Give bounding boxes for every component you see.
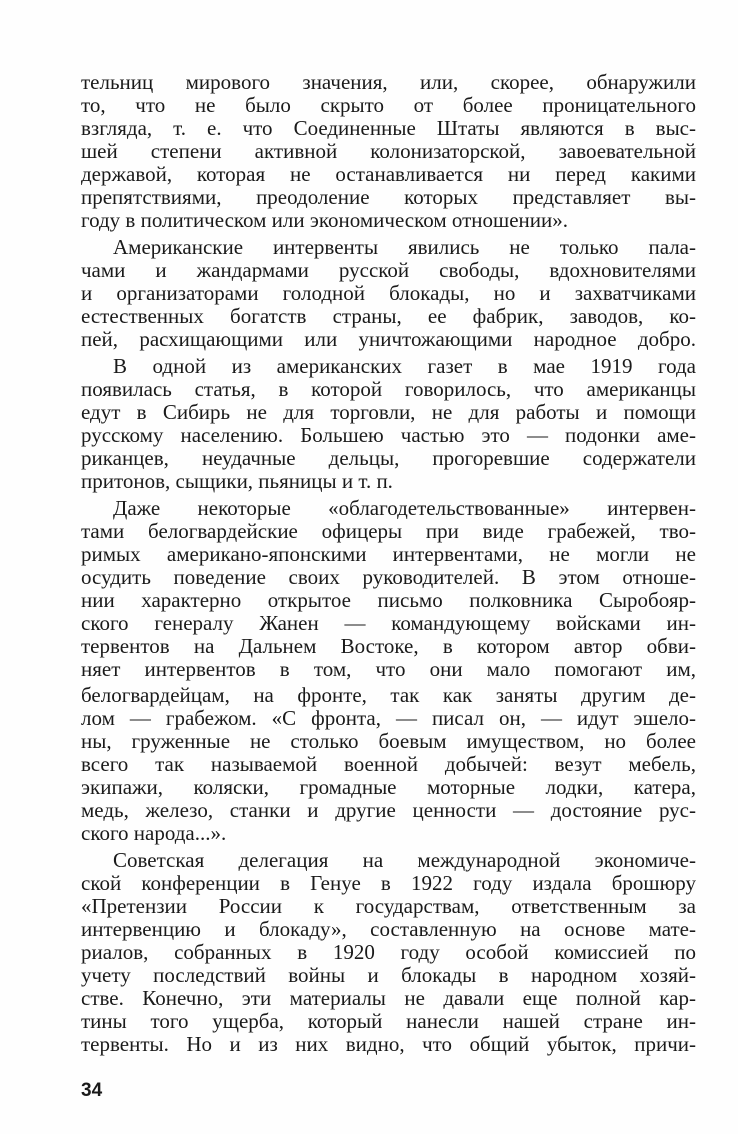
text-line: стве. Конечно, эти материалы не давали еще полной кар-: [81, 987, 696, 1010]
text-line: тельниц мирового значения, или, скорее, обнаружили: [81, 71, 696, 94]
text-line: Даже некоторые «облагодетельствованные» интервен-: [113, 497, 696, 520]
text-line: шей степени активной колонизаторской, завоевательной: [81, 140, 696, 163]
text-line: пей, расхищающими или уничтожающими народное добро.: [81, 328, 696, 351]
text-line: «Претензии России к государствам, ответственным за: [81, 895, 696, 918]
text-line: притонов, сыщики, пьяницы и т. п.: [81, 470, 393, 493]
text-line: осудить поведение своих руководителей. В этом отноше-: [81, 566, 696, 589]
text-line: риканцев, неудачные дельцы, прогоревшие содержатели: [81, 447, 696, 470]
text-line: то, что не было скрыто от более проницательного: [81, 94, 696, 117]
text-line: медь, железо, станки и другие ценности — достояние рус-: [81, 799, 696, 822]
text-line: Американские интервенты явились не только пала-: [113, 236, 696, 259]
text-line: препятствиями, преодоление которых представляет вы-: [81, 186, 696, 209]
text-line: риалов, собранных в 1920 году особой комиссией по: [81, 941, 696, 964]
text-line: римых американо-японскими интервентами, не могли не: [81, 543, 696, 566]
text-line: ского народа...».: [81, 822, 227, 845]
text-line: году в политическом или экономическом отношении».: [81, 209, 568, 232]
text-line: тами белогвардейские офицеры при виде грабежей, тво-: [81, 520, 696, 543]
text-line: едут в Сибирь не для торговли, не для работы и помощи: [81, 401, 696, 424]
text-line: учету последствий войны и блокады в народном хозяй-: [81, 964, 696, 987]
text-line: тины того ущерба, который нанесли нашей стране ин-: [81, 1010, 696, 1033]
text-line: тервенты. Но и из них видно, что общий убыток, причи-: [81, 1033, 696, 1056]
text-line: экипажи, коляски, громадные моторные лодки, катера,: [81, 776, 696, 799]
text-line: тервентов на Дальнем Востоке, в котором автор обви-: [81, 635, 696, 658]
text-line: В одной из американских газет в мае 1919 года: [113, 355, 696, 378]
text-line: естественных богатств страны, ее фабрик, заводов, ко-: [81, 305, 696, 328]
text-line: появилась статья, в которой говорилось, что американцы: [81, 378, 696, 401]
text-line: русскому населению. Большею частью это — подонки аме-: [81, 424, 696, 447]
text-line: интервенцию и блокаду», составленную на основе мате-: [81, 918, 696, 941]
text-line: лом — грабежом. «С фронта, — писал он, — идут эшело-: [81, 707, 696, 730]
text-line: взгляда, т. е. что Соединенные Штаты являются в выс-: [81, 117, 696, 140]
text-line: нии характерно открытое письмо полковника Сыробояр-: [81, 589, 696, 612]
text-line: ского генералу Жанен — командующему войсками ин-: [81, 612, 696, 635]
text-line: няет интервентов в том, что они мало помогают им,: [81, 658, 696, 681]
text-line: державой, которая не останавливается ни перед какими: [81, 163, 696, 186]
text-line: чами и жандармами русской свободы, вдохновителями: [81, 259, 696, 282]
text-line: ской конференции в Генуе в 1922 году издала брошюру: [81, 872, 696, 895]
text-line: всего так называемой военной добычей: везут мебель,: [81, 753, 696, 776]
text-line: белогвардейцам, на фронте, так как заняты другим де-: [81, 684, 696, 707]
text-line: и организаторами голодной блокады, но и захватчиками: [81, 282, 696, 305]
page-number: 34: [81, 1080, 103, 1101]
text-line: ны, груженные не столько боевым имуществом, но более: [81, 730, 696, 753]
text-line: Советская делегация на международной экономиче-: [113, 849, 696, 872]
